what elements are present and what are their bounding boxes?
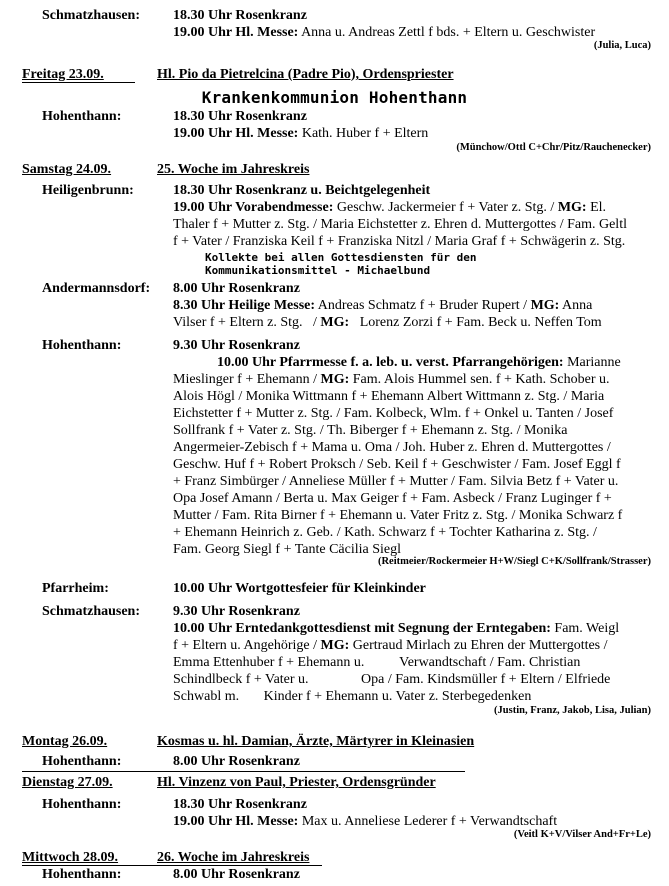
rosary-line: 18.30 Uhr Rosenkranz <box>173 797 307 812</box>
service-content <box>173 580 651 597</box>
intention-line: Opa Josef Amann / Berta u. Max Geiger f + Fam. Asbeck / Franz Luginger f + <box>173 491 612 506</box>
ministrant-names: (Reitmeier/Rockermeier H+W/Siegl C+K/Sollfrank/Strasser) <box>377 556 651 567</box>
service-content <box>173 753 651 770</box>
day-date: Samstag 24.09. <box>22 162 112 177</box>
intention-line <box>173 371 651 388</box>
day-feast: 26. Woche im Jahreskreis <box>157 850 310 865</box>
intention-line: Schwabl m. Kinder f + Ehemann u. Vater z. Sterbegedenken <box>173 689 532 704</box>
mass-intention: Fam. Weigl <box>550 621 620 636</box>
mass-line <box>173 24 651 41</box>
section-divider <box>22 771 465 772</box>
day-date: Mittwoch 28.09. <box>22 850 119 865</box>
intention-text: Gertraud Mirlach zu Ehren der Muttergottes / <box>349 638 608 653</box>
place-label: Pfarrheim: <box>42 581 109 596</box>
place-label: Hohenthann: <box>42 109 122 124</box>
day-date: Montag 26.09. <box>22 734 108 749</box>
service-content <box>173 866 651 883</box>
intention-text: Fam. Alois Hummel sen. f + Kath. Schober u. <box>349 372 610 387</box>
day-feast: Kosmas u. hl. Damian, Ärzte, Märtyrer in Kleinasien <box>157 734 475 749</box>
day-date: Freitag 23.09. <box>22 67 104 82</box>
intention-line: Thaler f + Mutter z. Stg. / Maria Eichstetter z. Ehren d. Muttergottes / Fam. Geltl <box>173 217 627 232</box>
day-feast: Hl. Pio da Pietrelcina (Padre Pio), Ordenspriester <box>157 67 454 82</box>
day-date: Dienstag 27.09. <box>22 775 113 790</box>
mass-line <box>173 199 651 216</box>
mass-line <box>173 813 651 830</box>
place-label: Schmatzhausen: <box>42 604 141 619</box>
mass-intention: Anna <box>559 298 593 313</box>
krankenkommunion-heading: Krankenkommunion Hohenthann <box>201 88 468 107</box>
mg-label: MG: <box>320 372 350 387</box>
place-label: Schmatzhausen: <box>42 8 141 23</box>
mass-intention: Kath. Huber f + Eltern <box>298 126 429 141</box>
rosary-line: 8.00 Uhr Rosenkranz <box>173 281 300 296</box>
intention-line: Alois Högl / Monika Wittmann f + Ehemann Albert Wittmann z. Stg. / Maria <box>173 389 605 404</box>
intention-text: Vilser f + Eltern z. Stg. / <box>173 315 321 330</box>
intention-line: + Ehemann Heinrich z. Geb. / Kath. Schwarz f + Tochter Katharina z. Stg. / <box>173 525 597 540</box>
mass-intention: Andreas Schmatz f + Bruder Rupert / <box>315 298 531 313</box>
ministrant-names: (Justin, Franz, Jakob, Lisa, Julian) <box>494 705 651 716</box>
service-content <box>173 108 651 142</box>
intention-line: Schindlbeck f + Vater u. Opa / Fam. Kindsmüller f + Eltern / Elfriede <box>173 672 611 687</box>
mass-intention: Anna u. Andreas Zettl f bds. + Eltern u. Geschwister <box>298 25 596 40</box>
mg-label: MG: <box>557 200 587 215</box>
day-header-dienstag <box>22 774 436 791</box>
intention-line: f + Vater / Franziska Keil f + Franziska Nitzl / Maria Graf f + Schwägerin z. Stg. <box>173 234 626 249</box>
intention-line: Geschw. Huf f + Robert Proksch / Seb. Keil f + Geschwister / Fam. Josef Eggl f <box>173 457 621 472</box>
mg-label: MG: <box>530 298 560 313</box>
intention-line: + Franz Simbürger / Anneliese Müller f + Mutter / Fam. Silvia Betz f + Vater u. <box>173 474 619 489</box>
intention-line: Emma Ettenhuber f + Ehemann u. Verwandtschaft / Fam. Christian <box>173 655 581 670</box>
rosary-line: 9.30 Uhr Rosenkranz <box>173 604 300 619</box>
day-feast: 25. Woche im Jahreskreis <box>157 162 310 177</box>
rosary-line: 18.30 Uhr Rosenkranz <box>173 109 307 124</box>
service-content <box>173 796 651 830</box>
rosary-line: 8.00 Uhr Rosenkranz <box>173 867 300 882</box>
mass-intention: El. <box>586 200 607 215</box>
place-label: Hohenthann: <box>42 867 122 882</box>
kollekte-note-line1: Kollekte bei allen Gottesdiensten für den <box>205 251 477 264</box>
day-underline <box>22 82 135 83</box>
mass-intention: Geschw. Jackermeier f + Vater z. Stg. / <box>333 200 558 215</box>
mass-time: 10.00 Uhr Pfarrmesse f. a. leb. u. verst. Pfarrangehörigen: <box>217 355 564 370</box>
day-header-montag <box>22 733 475 750</box>
day-header-samstag <box>22 161 310 178</box>
intention-text: f + Eltern u. Angehörige / <box>173 638 321 653</box>
service-content <box>173 7 651 41</box>
service-content <box>173 182 651 250</box>
mass-line <box>173 125 651 142</box>
intention-line <box>173 637 651 654</box>
day-header-mittwoch <box>22 849 310 866</box>
service-line: 10.00 Uhr Wortgottesfeier für Kleinkinder <box>173 581 426 596</box>
service-content <box>173 603 651 705</box>
place-label: Hohenthann: <box>42 797 122 812</box>
mass-time: 19.00 Uhr Hl. Messe: <box>173 814 299 829</box>
day-feast: Hl. Vinzenz von Paul, Priester, Ordensgründer <box>157 775 436 790</box>
rosary-line: 18.30 Uhr Rosenkranz u. Beichtgelegenheit <box>173 183 431 198</box>
mass-time: 19.00 Uhr Vorabendmesse: <box>173 200 334 215</box>
mass-intention: Marianne <box>563 355 621 370</box>
intention-line: Mutter / Fam. Rita Birner f + Ehemann u. Vater Fritz z. Stg. / Monika Schwarz f <box>173 508 623 523</box>
kollekte-note-line2: Kommunikationsmittel - Michaelbund <box>205 264 431 277</box>
mass-intention: Max u. Anneliese Lederer f + Verwandtschaft <box>298 814 558 829</box>
intention-line <box>173 314 651 331</box>
rosary-line: 18.30 Uhr Rosenkranz <box>173 8 307 23</box>
intention-line: Angermeier-Zebisch f + Mama u. Oma / Joh. Huber z. Ehren d. Muttergottes / <box>173 440 611 455</box>
mass-line <box>173 354 651 371</box>
service-content <box>173 280 651 331</box>
intention-line: Fam. Georg Siegl f + Tante Cäcilia Siegl <box>173 542 402 557</box>
place-label: Hohenthann: <box>42 338 122 353</box>
ministrant-names: (Veitl K+V/Vilser And+Fr+Le) <box>513 829 651 840</box>
ministrant-names: (Münchow/Ottl C+Chr/Pitz/Rauchenecker) <box>456 142 651 153</box>
day-header-freitag <box>22 66 454 83</box>
place-label: Hohenthann: <box>42 754 122 769</box>
mass-time: 10.00 Uhr Erntedankgottesdienst mit Segnung der Erntegaben: <box>173 621 551 636</box>
place-label: Heiligenbrunn: <box>42 183 134 198</box>
service-content <box>173 337 651 558</box>
intention-text: Lorenz Zorzi f + Fam. Beck u. Neffen Tom <box>349 315 602 330</box>
intention-line: Sollfrank f + Vater z. Stg. / Th. Biberger f + Ehemann z. Stg. / Monika <box>173 423 568 438</box>
place-label: Andermannsdorf: <box>42 281 151 296</box>
intention-line: Eichstetter f + Mutter z. Stg. / Fam. Kolbeck, Wlm. f + Onkel u. Tanten / Josef <box>173 406 614 421</box>
rosary-line: 9.30 Uhr Rosenkranz <box>173 338 300 353</box>
mass-time: 19.00 Uhr Hl. Messe: <box>173 126 299 141</box>
mass-time: 8.30 Uhr Heilige Messe: <box>173 298 316 313</box>
mg-label: MG: <box>320 315 350 330</box>
rosary-line: 8.00 Uhr Rosenkranz <box>173 754 300 769</box>
mass-time: 19.00 Uhr Hl. Messe: <box>173 25 299 40</box>
intention-text: Mieslinger f + Ehemann / <box>173 372 321 387</box>
mass-line <box>173 620 651 637</box>
mg-label: MG: <box>320 638 350 653</box>
ministrant-names: (Julia, Luca) <box>593 40 651 51</box>
mass-line <box>173 297 651 314</box>
